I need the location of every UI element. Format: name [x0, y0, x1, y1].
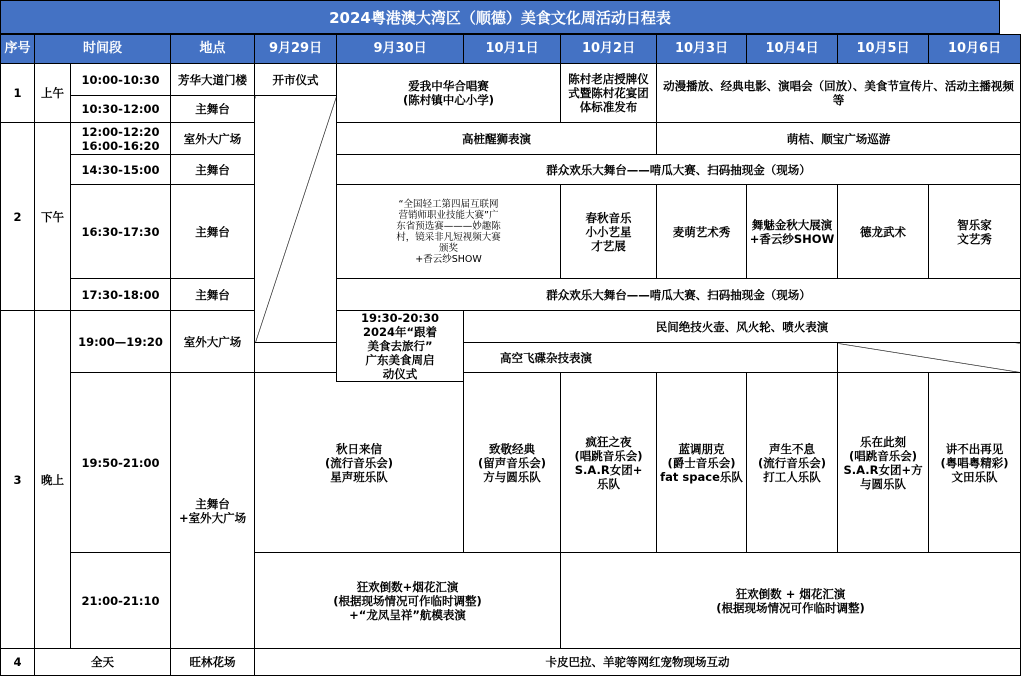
location-cell: 主舞台 — [171, 185, 255, 279]
header-1002: 10月2日 — [561, 35, 657, 64]
event-cell: 高空飞碟杂技表演 — [255, 343, 838, 373]
page-title: 2024粤港澳大湾区（顺德）美食文化周活动日程表 — [0, 0, 1000, 34]
table-row — [1, 64, 1021, 96]
header-seq: 序号 — [1, 35, 35, 64]
location-cell: 室外大广场 — [171, 311, 255, 373]
event-cell: 卡皮巴拉、羊驼等网红宠物现场互动 — [255, 649, 1021, 676]
table-row — [1, 123, 1021, 155]
header-1005: 10月5日 — [838, 35, 929, 64]
period-cell: 下午 — [35, 123, 71, 311]
period-cell: 晚上 — [35, 311, 71, 649]
event-cell: 秋日来信 (流行音乐会) 星声班乐队 — [255, 373, 464, 553]
period-cell: 全天 — [35, 649, 171, 676]
event-cell: 声生不息 (流行音乐会) 打工人乐队 — [747, 373, 838, 553]
event-cell: 舞魅金秋大展演 +香云纱SHOW — [747, 185, 838, 279]
event-cell: 开市仪式 — [255, 64, 337, 96]
time-cell: 17:30-18:00 — [71, 279, 171, 311]
event-cell: 蓝调朋克 (爵士音乐会) fat space乐队 — [657, 373, 747, 553]
location-cell: 旺林花场 — [171, 649, 255, 676]
schedule-table — [0, 34, 1021, 676]
diagonal-empty-cell — [838, 343, 1021, 373]
location-cell: 室外大广场 — [171, 123, 255, 155]
table-row — [1, 553, 1021, 649]
event-cell: 春秋音乐 小小艺星 才艺展 — [561, 185, 657, 279]
event-cell: 疯狂之夜 (唱跳音乐会) S.A.R女团+ 乐队 — [561, 373, 657, 553]
header-1001: 10月1日 — [464, 35, 561, 64]
period-cell: 上午 — [35, 64, 71, 123]
event-cell: 麦萌艺术秀 — [657, 185, 747, 279]
location-cell: 主舞台 +室外大广场 — [171, 373, 255, 649]
seq-cell: 2 — [1, 123, 35, 311]
event-cell: 爱我中华合唱赛 (陈村镇中心小学) — [337, 64, 561, 123]
location-cell: 主舞台 — [171, 96, 255, 123]
event-cell: 群众欢乐大舞台——啃瓜大赛、扫码抽现金（现场） — [337, 155, 1021, 185]
time-cell: 14:30-15:00 — [71, 155, 171, 185]
event-cell: 萌桔、顺宝广场巡游 — [657, 123, 1021, 155]
header-0930: 9月30日 — [337, 35, 464, 64]
header-0929: 9月29日 — [255, 35, 337, 64]
header-row — [1, 35, 1021, 64]
header-1003: 10月3日 — [657, 35, 747, 64]
header-time: 时间段 — [35, 35, 171, 64]
event-cell: 动漫播放、经典电影、演唱会（回放）、美食节宣传片、活动主播视频等 — [657, 64, 1021, 123]
time-cell: 16:30-17:30 — [71, 185, 171, 279]
event-cell: 高桩醒狮表演 — [337, 123, 657, 155]
event-cell: 德龙武术 — [838, 185, 929, 279]
header-1006: 10月6日 — [929, 35, 1021, 64]
header-location: 地点 — [171, 35, 255, 64]
table-row — [1, 373, 1021, 382]
location-cell: 主舞台 — [171, 155, 255, 185]
event-cell: 狂欢倒数 + 烟花汇演 (根据现场情况可作临时调整) — [561, 553, 1021, 649]
event-cell: 陈村老店授牌仪 式暨陈村花宴团 体标准发布 — [561, 64, 657, 123]
time-cell: 19:50-21:00 — [71, 373, 171, 553]
event-cell: 讲不出再见 (粤唱粤精彩) 文田乐队 — [929, 373, 1021, 553]
time-cell: 12:00-12:20 16:00-16:20 — [71, 123, 171, 155]
event-cell: 致敬经典 (留声音乐会) 方与圆乐队 — [464, 373, 561, 553]
time-cell: 21:00-21:10 — [71, 553, 171, 649]
table-row — [1, 649, 1021, 676]
event-cell: “全国轻工第四届互联网 营销师职业技能大赛”广 东省预选赛———妙趣陈 村，镜采非凡短视频大赛 颁奖 +香云纱SHOW — [337, 185, 561, 279]
event-cell: 民间绝技火壶、风火轮、喷火表演 — [464, 311, 1021, 343]
event-cell: 乐在此刻 (唱跳音乐会) S.A.R女团+方 与圆乐队 — [838, 373, 929, 553]
location-cell: 主舞台 — [171, 279, 255, 311]
time-cell: 10:00-10:30 — [71, 64, 171, 96]
location-cell: 芳华大道门楼 — [171, 64, 255, 96]
event-cell: 群众欢乐大舞台——啃瓜大赛、扫码抽现金（现场） — [337, 279, 1021, 311]
diagonal-empty-cell — [255, 96, 337, 343]
seq-cell: 4 — [1, 649, 35, 676]
event-cell: 19:30-20:30 2024年“跟着 美食去旅行” 广东美食周启 动仪式 — [337, 311, 464, 382]
seq-cell: 3 — [1, 311, 35, 649]
table-row — [1, 279, 1021, 311]
table-row — [1, 185, 1021, 279]
event-cell: 狂欢倒数+烟花汇演 (根据现场情况可作临时调整) +“龙凤呈祥”航模表演 — [255, 553, 561, 649]
table-row — [1, 311, 1021, 343]
table-row — [1, 155, 1021, 185]
time-cell: 10:30-12:00 — [71, 96, 171, 123]
time-cell: 19:00—19:20 — [71, 311, 171, 373]
seq-cell: 1 — [1, 64, 35, 123]
header-1004: 10月4日 — [747, 35, 838, 64]
event-cell: 智乐家 文艺秀 — [929, 185, 1021, 279]
